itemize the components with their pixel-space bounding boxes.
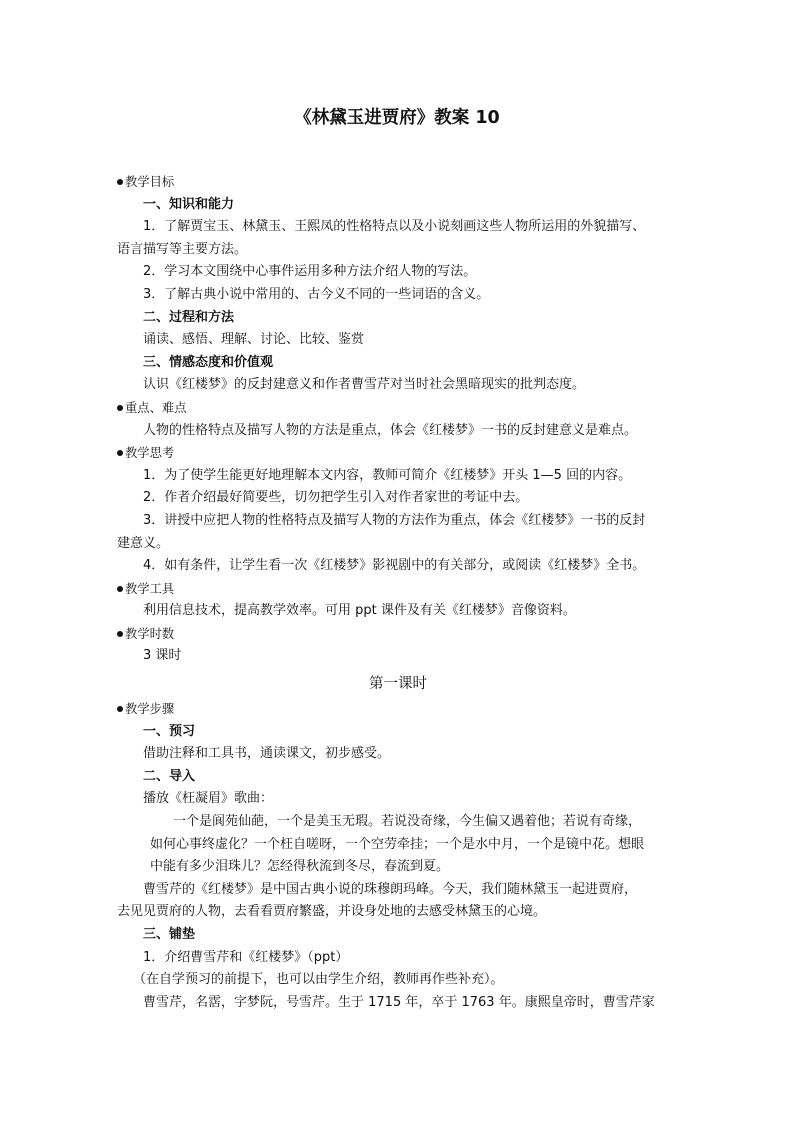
paragraph: 诵读、感悟、理解、讨论、比较、鉴赏 (143, 332, 365, 348)
paragraph: 播放《枉凝眉》歌曲： (143, 791, 274, 807)
section-heading-hours: 教学时数 (117, 623, 679, 646)
bullet-icon (117, 631, 123, 637)
song-lyrics: 一个是阆苑仙葩，一个是美玉无瑕。若说没奇缘，今生偏又遇着他；若说有奇缘， (173, 814, 642, 830)
paragraph: 1．介绍曹雪芹和《红楼梦》（ppt） (143, 949, 349, 965)
paragraph: 人物的性格特点及描写人物的方法是重点，体会《红楼梦》一书的反封建意义是难点。 (143, 422, 638, 438)
subheading: 一、知识和能力 (143, 196, 235, 212)
paragraph: （在自学预习的前提下，也可以由学生介绍，教师再作些补充）。 (133, 972, 504, 988)
section-heading-tools: 教学工具 (117, 578, 679, 601)
document-body (117, 171, 679, 1014)
paragraph: 4．如有条件，让学生看一次《红楼梦》影视剧中的有关部分，或阅读《红楼梦》全书。 (143, 558, 646, 574)
paragraph: 曹雪芹的《红楼梦》是中国古典小说的珠穆朗玛峰。今天，我们随林黛玉一起进贾府， (143, 881, 638, 897)
paragraph: 建意义。 (117, 535, 170, 551)
document-title: 《林黛玉进贾府》教案 10 (294, 108, 500, 128)
bullet-icon (117, 706, 123, 712)
paragraph: 借助注释和工具书，通读课文，初步感受。 (143, 746, 391, 762)
subheading: 二、过程和方法 (143, 309, 235, 325)
song-lyrics: 如何心事终虚化？一个枉自嗟呀，一个空劳牵挂；一个是水中月，一个是镜中花。想眼 (150, 836, 645, 852)
section-heading-steps: 教学步骤 (117, 698, 679, 721)
paragraph: 3 课时 (143, 648, 182, 664)
paragraph: 1．了解贾宝玉、林黛玉、王熙凤的性格特点以及小说刻画这些人物所运用的外貌描写、 (143, 219, 646, 235)
bullet-icon (117, 586, 123, 592)
paragraph: 认识《红楼梦》的反封建意义和作者曹雪芹对当时社会黑暗现实的批判态度。 (143, 377, 586, 393)
paragraph: 曹雪芹，名霑，字梦阮，号雪芹。生于 1715 年，卒于 1763 年。康熙皇帝时，曹雪芹家 (143, 994, 655, 1010)
paragraph: 1．为了使学生能更好地理解本文内容，教师可简介《红楼梦》开头 1—5 回的内容。 (143, 467, 632, 483)
lesson-title: 第一课时 (369, 676, 427, 693)
subheading: 二、导入 (143, 768, 196, 784)
paragraph: 3．了解古典小说中常用的、古今义不同的一些词语的含义。 (143, 286, 490, 302)
paragraph: 去见见贾府的人物，去看看贾府繁盛，并设身处地的去感受林黛玉的心境。 (117, 904, 547, 920)
paragraph: 2．学习本文围绕中心事件运用多种方法介绍人物的写法。 (143, 264, 477, 280)
bullet-icon (117, 405, 123, 411)
section-heading-key: 重点、难点 (117, 397, 679, 420)
song-lyrics: 中能有多少泪珠儿？怎经得秋流到冬尽，春流到夏。 (150, 859, 450, 875)
subheading: 三、铺垫 (143, 927, 196, 942)
bullet-icon (117, 179, 123, 185)
paragraph: 语言描写等主要方法。 (117, 241, 248, 257)
subheading: 三、情感态度和价值观 (143, 354, 274, 370)
section-heading-goals: 教学目标 (117, 171, 679, 194)
paragraph: 利用信息技术，提高教学效率。可用 ppt 课件及有关《红楼梦》音像资料。 (143, 603, 576, 619)
section-heading-thoughts: 教学思考 (117, 442, 679, 465)
bullet-icon (117, 450, 123, 456)
paragraph: 3．讲授中应把人物的性格特点及描写人物的方法作为重点，体会《红楼梦》一书的反封 (143, 512, 646, 528)
subheading: 一、预习 (143, 723, 196, 739)
paragraph: 2．作者介绍最好简要些，切勿把学生引入对作者家世的考证中去。 (143, 490, 529, 506)
